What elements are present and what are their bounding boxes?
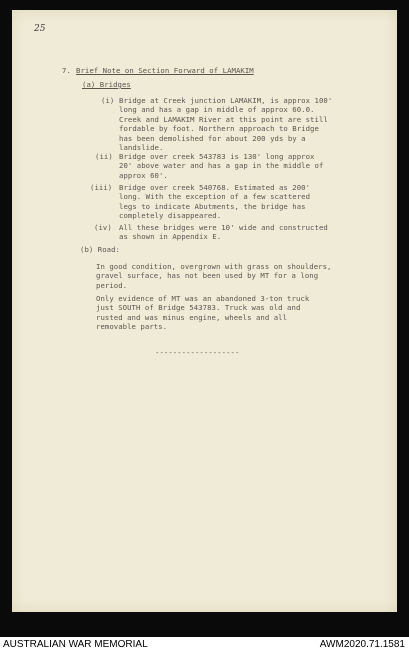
item-line: Bridge at Creek junction LAMAKIM, is approx 100' — [119, 96, 333, 105]
item-number: (i) — [101, 96, 115, 105]
item-number: (iv) — [94, 223, 112, 232]
item-line: long and has a gap in middle of approx 60.0. — [119, 105, 315, 115]
item-line: has been demolished for about 200 yds by a — [119, 133, 306, 143]
item-line: legs to indicate Abutments, the bridge has — [119, 201, 306, 211]
paragraph-line: just SOUTH of Bridge 543783. Truck was old and — [96, 303, 301, 313]
item-line: landslide. — [119, 143, 164, 152]
item-line: Creek and LAMAKIM River at this point are still — [119, 114, 328, 124]
heading-number: 7. — [62, 66, 71, 75]
paragraph-line: removable parts. — [96, 322, 168, 332]
item-line: All these bridges were 10' wide and constructed — [119, 223, 328, 232]
item-line: approx 60'. — [119, 170, 168, 180]
item-line: completely disappeared. — [119, 211, 222, 221]
paragraph-line: gravel surface, has not been used by MT for a long — [96, 271, 319, 281]
item-number: (iii) — [90, 183, 113, 192]
paragraph-line: In good condition, overgrown with grass on shoulders, — [96, 262, 332, 271]
page-number: 25 — [34, 24, 46, 34]
item-line: long. With the exception of a few scattered — [119, 192, 311, 202]
section-b-label: (b) Road: — [80, 245, 120, 254]
item-line: 20' above water and has a gap in the middle of — [119, 161, 324, 171]
item-number: (ii) — [95, 152, 113, 161]
footer-reference: AWM2020.71.1581 — [319, 639, 405, 650]
paragraph-line: rusted and was minus engine, wheels and all — [96, 312, 288, 322]
heading-title: Brief Note on Section Forward of LAMAKIM — [76, 66, 254, 75]
item-line: Bridge over creek 540768. Estimated as 200' — [119, 183, 311, 192]
section-a-label: (a) Bridges — [82, 80, 131, 89]
paragraph-line: Only evidence of MT was an abandoned 3-ton truck — [96, 294, 310, 303]
footer-institution: AUSTRALIAN WAR MEMORIAL — [3, 639, 148, 650]
item-line: as shown in Appendix E. — [119, 232, 222, 242]
archive-footer — [0, 637, 409, 653]
item-line: fordable by foot. Northern approach to Bridge — [119, 124, 319, 134]
section-divider: ------------------- — [155, 348, 240, 357]
paragraph-line: period. — [96, 280, 128, 290]
item-line: Bridge over creek 543783 is 130' long approx — [119, 152, 315, 161]
